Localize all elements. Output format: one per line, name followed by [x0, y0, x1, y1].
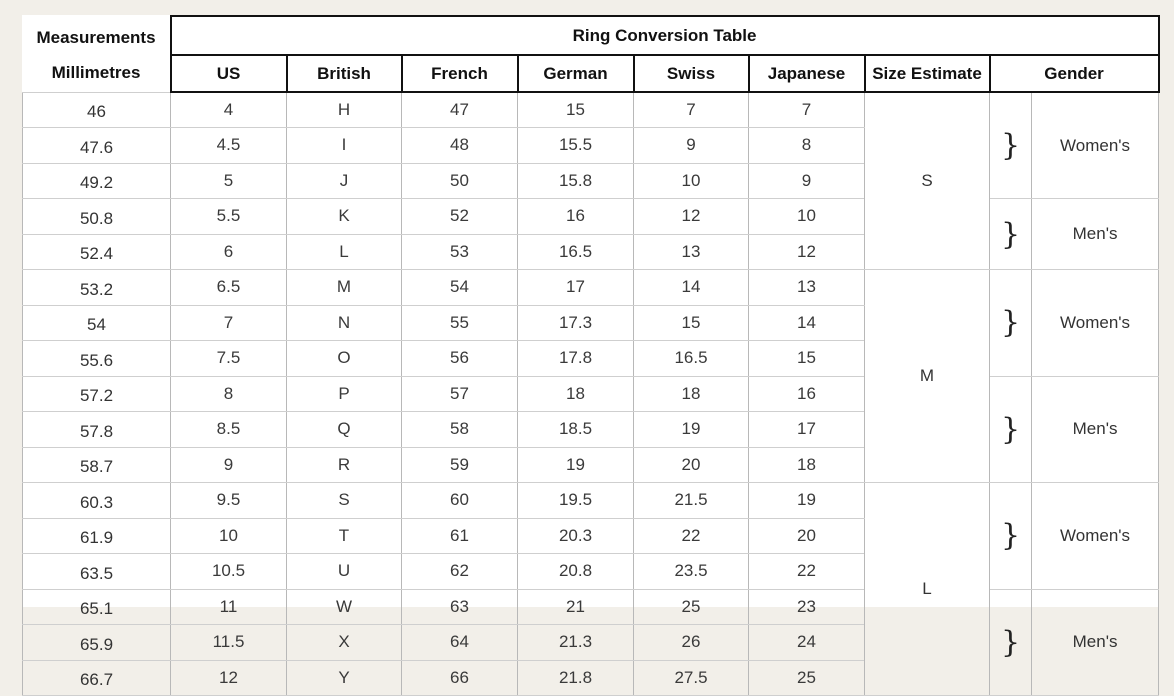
french-cell: 48 [402, 128, 518, 164]
german-cell: 15.8 [518, 163, 634, 199]
british-cell: I [287, 128, 402, 164]
swiss-cell: 7 [634, 92, 749, 128]
swiss-cell: 18 [634, 376, 749, 412]
us-cell: 9 [171, 447, 287, 483]
japanese-cell: 16 [749, 376, 865, 412]
french-cell: 62 [402, 554, 518, 590]
japanese-cell: 25 [749, 660, 865, 696]
german-cell: 17.8 [518, 341, 634, 377]
japanese-cell: 23 [749, 589, 865, 625]
millimetres-cell: 53.2 [23, 270, 171, 306]
brace-icon: } [990, 270, 1032, 377]
us-cell: 5 [171, 163, 287, 199]
german-cell: 21 [518, 589, 634, 625]
gender-cell: Men's [1032, 376, 1159, 483]
french-cell: 52 [402, 199, 518, 235]
us-cell: 6.5 [171, 270, 287, 306]
measurements-header: Measurements [36, 27, 156, 47]
millimetres-cell: 46 [23, 92, 171, 128]
gender-cell: Women's [1032, 92, 1159, 199]
millimetres-cell: 57.2 [23, 376, 171, 412]
japanese-cell: 14 [749, 305, 865, 341]
british-cell: S [287, 483, 402, 519]
brace-icon: } [990, 589, 1032, 696]
german-cell: 20.8 [518, 554, 634, 590]
size-estimate-cell: L [865, 483, 990, 696]
swiss-cell: 10 [634, 163, 749, 199]
british-cell: H [287, 92, 402, 128]
swiss-cell: 15 [634, 305, 749, 341]
british-cell: M [287, 270, 402, 306]
swiss-cell: 19 [634, 412, 749, 448]
millimetres-cell: 52.4 [23, 234, 171, 270]
german-cell: 17 [518, 270, 634, 306]
us-cell: 10 [171, 518, 287, 554]
french-cell: 50 [402, 163, 518, 199]
french-cell: 47 [402, 92, 518, 128]
british-cell: J [287, 163, 402, 199]
swiss-cell: 25 [634, 589, 749, 625]
millimetres-cell: 47.6 [23, 128, 171, 164]
millimetres-cell: 61.9 [23, 518, 171, 554]
german-cell: 15.5 [518, 128, 634, 164]
brace-icon: } [990, 376, 1032, 483]
japanese-cell: 17 [749, 412, 865, 448]
japanese-cell: 19 [749, 483, 865, 519]
german-cell: 20.3 [518, 518, 634, 554]
french-cell: 54 [402, 270, 518, 306]
british-cell: P [287, 376, 402, 412]
french-cell: 55 [402, 305, 518, 341]
us-cell: 7 [171, 305, 287, 341]
ring-conversion-sheet [22, 15, 1158, 690]
japanese-cell: 22 [749, 554, 865, 590]
millimetres-cell: 60.3 [23, 483, 171, 519]
swiss-cell: 27.5 [634, 660, 749, 696]
gender-header: Gender [990, 55, 1159, 92]
gender-cell: Men's [1032, 589, 1159, 696]
swiss-cell: 23.5 [634, 554, 749, 590]
millimetres-cell: 65.9 [23, 625, 171, 661]
french-cell: 63 [402, 589, 518, 625]
size-estimate-cell: S [865, 92, 990, 270]
japanese-cell: 24 [749, 625, 865, 661]
us-cell: 7.5 [171, 341, 287, 377]
swiss-cell: 16.5 [634, 341, 749, 377]
us-cell: 11 [171, 589, 287, 625]
swiss-cell: 9 [634, 128, 749, 164]
japanese-cell: 15 [749, 341, 865, 377]
british-cell: U [287, 554, 402, 590]
british-cell: L [287, 234, 402, 270]
us-cell: 9.5 [171, 483, 287, 519]
german-cell: 19 [518, 447, 634, 483]
british-cell: Q [287, 412, 402, 448]
british-cell: R [287, 447, 402, 483]
british-cell: N [287, 305, 402, 341]
british-cell: K [287, 199, 402, 235]
german-cell: 17.3 [518, 305, 634, 341]
british-cell: T [287, 518, 402, 554]
millimetres-cell: 63.5 [23, 554, 171, 590]
french-cell: 66 [402, 660, 518, 696]
brace-icon: } [990, 199, 1032, 270]
german-header: German [518, 55, 634, 92]
german-cell: 19.5 [518, 483, 634, 519]
british-cell: X [287, 625, 402, 661]
gender-cell: Men's [1032, 199, 1159, 270]
french-cell: 53 [402, 234, 518, 270]
japanese-cell: 18 [749, 447, 865, 483]
japanese-cell: 20 [749, 518, 865, 554]
table-row [23, 483, 1159, 519]
gender-cell: Women's [1032, 483, 1159, 590]
millimetres-cell: 58.7 [23, 447, 171, 483]
millimetres-cell: 55.6 [23, 341, 171, 377]
japanese-cell: 7 [749, 92, 865, 128]
table-row [23, 270, 1159, 306]
us-cell: 4.5 [171, 128, 287, 164]
size-estimate-cell: M [865, 270, 990, 483]
german-cell: 21.3 [518, 625, 634, 661]
millimetres-cell: 50.8 [23, 199, 171, 235]
millimetres-header: Millimetres [23, 55, 171, 92]
french-cell: 60 [402, 483, 518, 519]
millimetres-cell: 66.7 [23, 660, 171, 696]
us-header: US [171, 55, 287, 92]
japanese-cell: 12 [749, 234, 865, 270]
japanese-cell: 13 [749, 270, 865, 306]
french-cell: 64 [402, 625, 518, 661]
french-cell: 61 [402, 518, 518, 554]
french-cell: 59 [402, 447, 518, 483]
ring-conversion-table [22, 15, 1160, 696]
japanese-cell: 10 [749, 199, 865, 235]
swiss-cell: 21.5 [634, 483, 749, 519]
us-cell: 8 [171, 376, 287, 412]
japanese-cell: 8 [749, 128, 865, 164]
german-cell: 18.5 [518, 412, 634, 448]
millimetres-cell: 54 [23, 305, 171, 341]
size-estimate-header: Size Estimate [865, 55, 990, 92]
french-cell: 56 [402, 341, 518, 377]
gender-cell: Women's [1032, 270, 1159, 377]
table-title: Ring Conversion Table [171, 16, 1159, 55]
french-cell: 58 [402, 412, 518, 448]
brace-icon: } [990, 483, 1032, 590]
swiss-cell: 13 [634, 234, 749, 270]
german-cell: 18 [518, 376, 634, 412]
swiss-cell: 26 [634, 625, 749, 661]
swiss-cell: 22 [634, 518, 749, 554]
japanese-cell: 9 [749, 163, 865, 199]
japanese-header: Japanese [749, 55, 865, 92]
us-cell: 4 [171, 92, 287, 128]
french-cell: 57 [402, 376, 518, 412]
british-cell: Y [287, 660, 402, 696]
table-row [23, 92, 1159, 128]
millimetres-cell: 57.8 [23, 412, 171, 448]
us-cell: 12 [171, 660, 287, 696]
us-cell: 6 [171, 234, 287, 270]
us-cell: 5.5 [171, 199, 287, 235]
swiss-cell: 14 [634, 270, 749, 306]
german-cell: 21.8 [518, 660, 634, 696]
swiss-header: Swiss [634, 55, 749, 92]
millimetres-cell: 49.2 [23, 163, 171, 199]
german-cell: 16.5 [518, 234, 634, 270]
us-cell: 8.5 [171, 412, 287, 448]
british-cell: O [287, 341, 402, 377]
british-cell: W [287, 589, 402, 625]
brace-icon: } [990, 92, 1032, 199]
british-header: British [287, 55, 402, 92]
french-header: French [402, 55, 518, 92]
swiss-cell: 12 [634, 199, 749, 235]
us-cell: 10.5 [171, 554, 287, 590]
us-cell: 11.5 [171, 625, 287, 661]
german-cell: 15 [518, 92, 634, 128]
swiss-cell: 20 [634, 447, 749, 483]
millimetres-cell: 65.1 [23, 589, 171, 625]
german-cell: 16 [518, 199, 634, 235]
